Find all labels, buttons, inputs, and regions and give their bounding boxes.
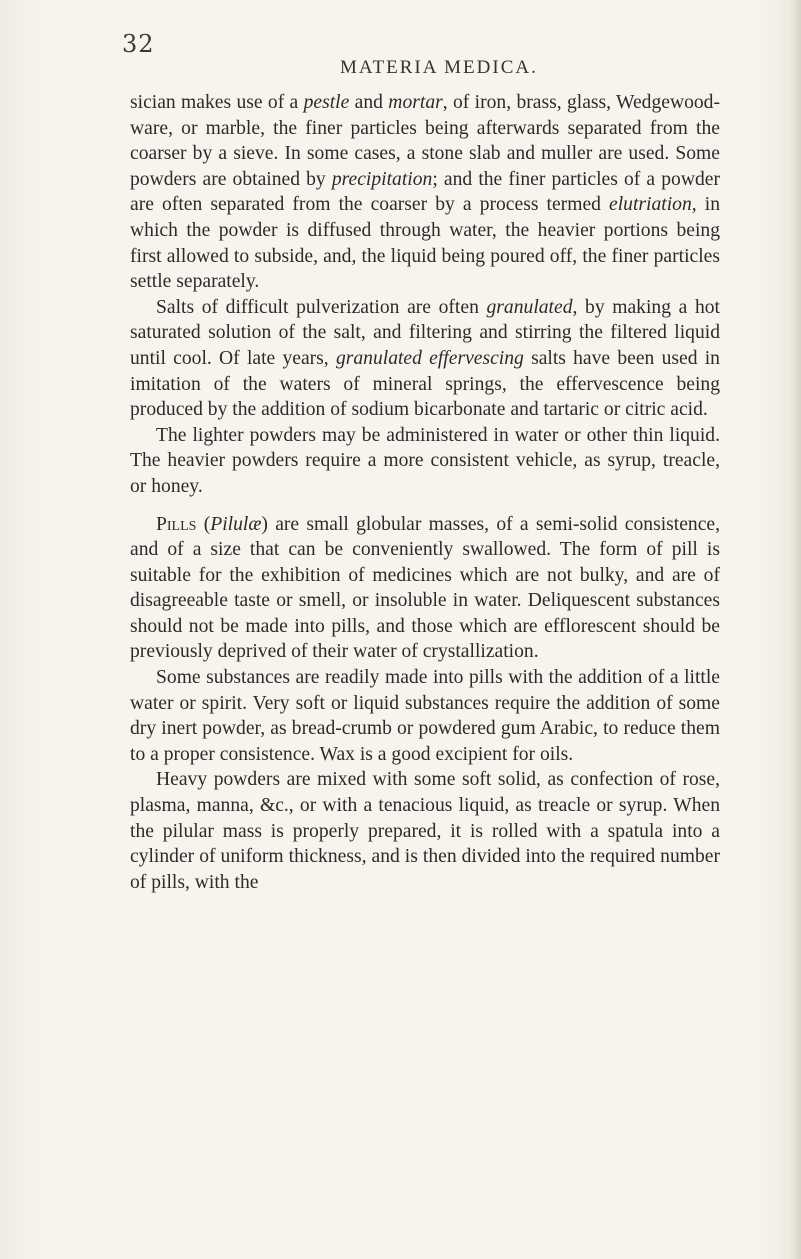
italic-term-granulated-effervescing: granulated effervescing xyxy=(335,347,524,369)
paragraph-5: Some substances are readily made into pills with the addition of a little water or spirit. Very soft or liquid substances require the addition of some dry inert powder, as bread-crumb or powdered gum Arabic, to reduce them to a proper consistence. Wax is a good excipient for oils. xyxy=(130,667,720,765)
text-span: ; and the finer particles of a powder are often separated from the coarser by a process termed xyxy=(130,168,720,216)
body-text xyxy=(130,90,720,895)
paragraph-1 xyxy=(130,90,720,295)
italic-term-mortar: mortar xyxy=(388,92,443,113)
text-span: sician makes use of a xyxy=(130,92,304,113)
italic-term-granulated: granulated xyxy=(486,296,573,318)
paragraph-6: Heavy powders are mixed with some soft solid, as confection of rose, plasma, manna, &c., or with a tenacious liquid, as treacle or syrup. When the pilular mass is properly prepared, it is rolled with a spatula into a cylinder of uniform thickness, and is then divided into the required number of pills, with the xyxy=(130,769,720,893)
text-span: Salts of difficult pulverization are often xyxy=(156,296,487,318)
page-number: 32 xyxy=(122,30,155,58)
text-span: salts have been used in imitation of the waters of mineral springs, the effervescence being produced by the addition of sodium bicarbonate and tartaric or citric acid. xyxy=(130,347,720,421)
paragraph-4 xyxy=(130,512,720,666)
italic-term-elutriation: elutriation xyxy=(609,194,692,216)
text-span: ) are small globular masses, of a semi-solid consistence, and of a size that can be conveniently swallowed. The form of pill is suitable for the exhibition of medicines which are not bulky, and are of disagreeable taste or smell, or insoluble in water. Deliquescent substances should not be made into pills, and those which are efflorescent should be previously deprived of their water of crystallization. xyxy=(130,513,720,663)
italic-term-pestle: pestle xyxy=(303,92,350,113)
text-span: , by making a hot saturated solution of the salt, and filtering and stirring the filtered liquid until cool. Of late years, xyxy=(130,296,720,369)
italic-term-precipitation: precipitation xyxy=(331,168,433,190)
page-edge-shadow xyxy=(789,0,801,1259)
text-span: and xyxy=(349,92,389,113)
running-head: MATERIA MEDICA. xyxy=(340,57,538,78)
italic-term-pilulae: Pilulæ xyxy=(210,513,262,535)
text-span: , in which the powder is diffused through water, the heavier portions being first allowed to subside, and, the liquid being poured off, the finer particles settle separately. xyxy=(130,194,720,293)
section-gap xyxy=(130,500,720,512)
paragraph-3: The lighter powders may be administered in water or other thin liquid. The heavier powders require a more consistent vehicle, as syrup, treacle, or honey. xyxy=(130,424,720,497)
text-span: , of iron, brass, glass, Wedgewood-ware, or marble, the finer particles being afterwards separated from the coarser by a sieve. In some cases, a stone slab and muller are used. Some powders are obtained by xyxy=(130,92,721,190)
section-heading-pills: Pills xyxy=(156,513,197,535)
text-span: ( xyxy=(196,513,211,535)
paragraph-2 xyxy=(130,295,720,423)
